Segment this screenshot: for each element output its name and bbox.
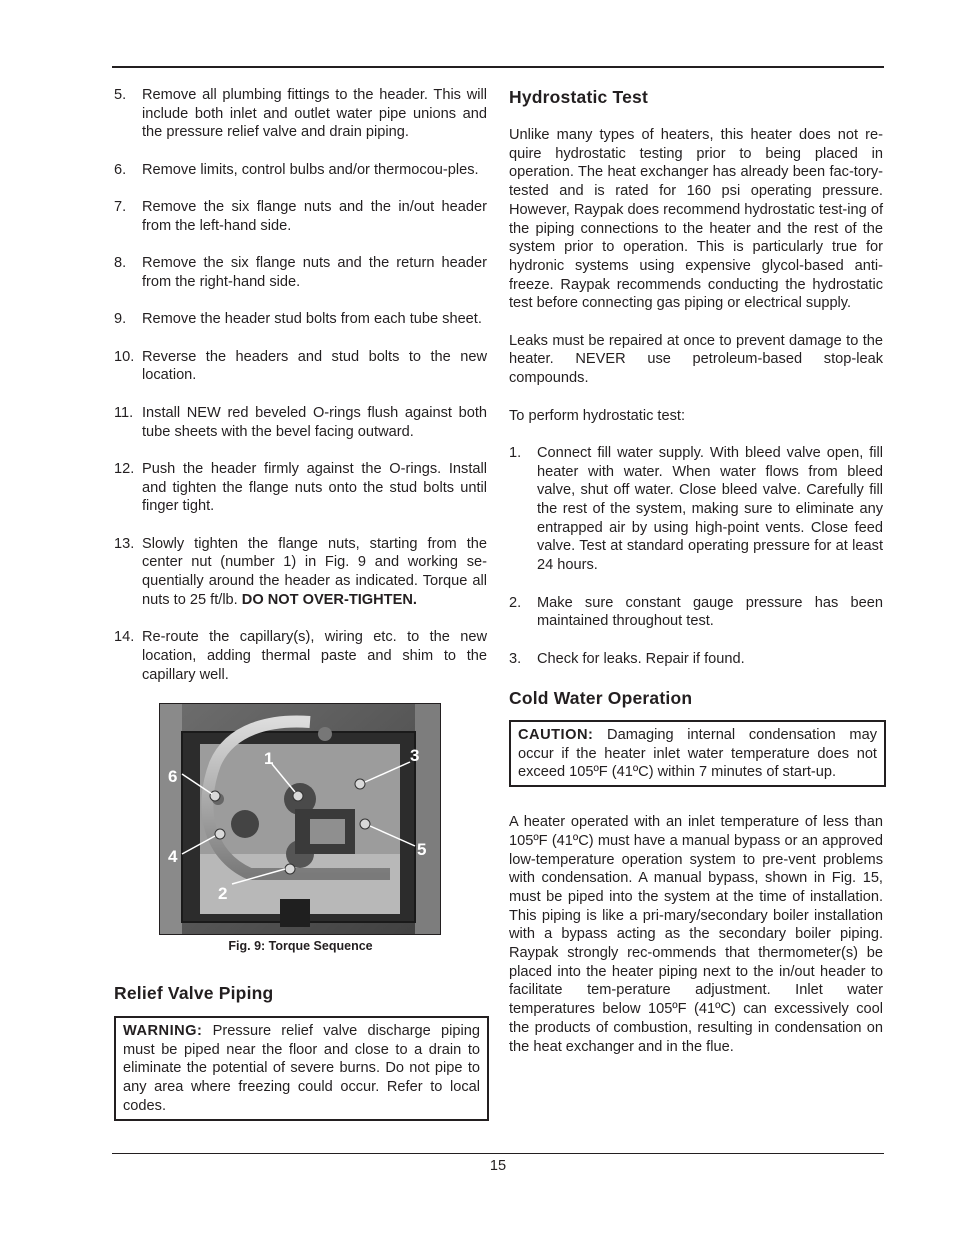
list-item [114, 628, 487, 684]
list-item-number: 13. [114, 535, 135, 552]
torque-sequence-figure [159, 703, 441, 935]
list-item-number: 9. [114, 311, 127, 328]
leaks-paragraph: Leaks must be repaired at once to prevent damage to the heater. NEVER use petroleum-based stop-leak compounds. [509, 332, 883, 387]
perform-test-paragraph: To perform hydrostatic test: [509, 407, 686, 424]
list-item-text [537, 650, 883, 669]
list-item-body: Check for leaks. Repair if found. [537, 650, 745, 667]
bottom-rule [112, 1153, 884, 1154]
list-item [114, 254, 487, 291]
list-item-body: Remove all plumbing fittings to the header. This will include both inlet and outlet water pipe unions and the pressure relief valve and drain piping. [142, 87, 487, 141]
list-item-text [142, 535, 487, 610]
list-item-body: Reverse the headers and stud bolts to the new location. [142, 348, 487, 384]
warning-label: WARNING: [123, 1023, 203, 1040]
list-item-number: 10. [114, 348, 135, 365]
warning-text: Pressure relief valve discharge piping must be piped near the floor and close to a drain to eliminate the potential of severe burns. Do not pipe to any area where freezing could occur. Refer to local codes. [123, 1023, 480, 1114]
figure-caption: Fig. 9: Torque Sequence [228, 939, 373, 954]
list-item-body: Slowly tighten the flange nuts, starting from the center nut (number 1) in Fig. 9 and working se-quentially around the header as indicated. Torque all nuts to 25 ft/lb. [142, 535, 487, 608]
list-item-body: Remove limits, control bulbs and/or thermocou-ples. [142, 161, 479, 178]
list-item-text [537, 444, 883, 575]
list-item-body: Make sure constant gauge pressure has been maintained throughout test. [537, 594, 883, 630]
list-item [509, 594, 883, 631]
list-item-number: 7. [114, 199, 127, 216]
list-item-text [142, 310, 487, 329]
list-item-number: 6. [114, 161, 127, 178]
caution-text: Damaging internal condensation may occur if the heater inlet water temperature does not exceed 105ºF (41ºC) within 7 minutes of start-up. [518, 727, 877, 781]
warning-box [114, 1016, 489, 1121]
list-item-number: 11. [114, 404, 134, 421]
list-item-number: 5. [114, 87, 127, 103]
list-item [114, 535, 487, 610]
list-item [114, 310, 487, 329]
removal-steps-list [114, 86, 487, 684]
list-item-body: Install NEW red beveled O-rings flush against both tube sheets with the bevel facing outward. [142, 404, 487, 440]
top-rule [112, 66, 884, 68]
cold-water-heading: Cold Water Operation [509, 688, 693, 708]
list-item-text [142, 404, 487, 441]
torque-sequence-photo [160, 704, 441, 935]
list-item-text [142, 628, 487, 684]
list-item-number: 3. [509, 650, 522, 667]
page-number: 15 [489, 1158, 507, 1174]
figure-label-4: 4 [168, 847, 178, 867]
list-item [114, 198, 487, 235]
list-item [114, 161, 487, 180]
figure-label-5: 5 [417, 840, 427, 860]
figure-label-3: 3 [410, 746, 420, 766]
list-item-number: 12. [114, 460, 135, 477]
list-item-body: Re-route the capillary(s), wiring etc. to the new location, adding thermal paste and shim to the capillary well. [142, 629, 487, 683]
list-item-number: 14. [114, 629, 135, 646]
list-item-text [142, 348, 487, 385]
list-item-text [142, 254, 487, 291]
list-item-text [142, 161, 487, 180]
list-item-number: 2. [509, 594, 522, 611]
hydrostatic-intro-paragraph: Unlike many types of heaters, this heater does not re-quire hydrostatic testing prior to being placed in operation. The heat exchanger has already been fac-tory-tested and is rated for 160 psi operating pressure. However, Raypak does recommend hydrostatic test-ing of the piping connections to the heater and the rest of the system prior to operation. This is particularly true for hydronic systems using expensive glycol-based anti-freeze. Raypak recommends conducting the hydrostatic test before connecting gas piping or electrical supply. [509, 127, 883, 312]
hydrostatic-steps-list [509, 444, 883, 668]
figure-label-2: 2 [218, 884, 228, 904]
list-item-text [142, 460, 487, 516]
right-column [509, 86, 883, 1075]
caution-label: CAUTION: [518, 727, 594, 743]
list-item [509, 444, 883, 575]
list-item-text [142, 198, 487, 235]
list-item [114, 86, 487, 142]
list-item [114, 460, 487, 516]
list-item-body: Push the header firmly against the O-rings. Install and tighten the flange nuts onto the stud bolts until finger tight. [142, 460, 487, 515]
list-item [114, 348, 487, 385]
list-item-body: Connect fill water supply. With bleed valve open, fill heater with water. When water flows from bleed valve, shut off water. Close bleed valve. Carefully fill the rest of the system, making sure to eliminate any entrapped air by using high-point vents. Close feed valve. Test at standard operating pressure for at least 24 hours. [537, 444, 883, 574]
list-item-body: Remove the six flange nuts and the return header from the right-hand side. [142, 255, 487, 290]
caution-box [509, 720, 886, 787]
figure-label-6: 6 [168, 767, 178, 787]
list-item-text [537, 594, 883, 631]
list-item-body: Remove the six flange nuts and the in/out header from the left-hand side. [142, 199, 487, 234]
list-item-number: 1. [509, 444, 522, 461]
list-item-number: 8. [114, 255, 127, 272]
cold-water-paragraph: A heater operated with an inlet temperature of less than 105ºF (41ºC) must have a manual bypass or an approved low-temperature operation system to pre-vent problems with condensation. A manual bypass, shown in Fig. 15, must be piped into the system at the time of installation. This piping is like a pri-mary/secondary boiler installation with a bypass acting as the secondary boiler piping. Raypak strongly rec-ommends that thermometer(s) be placed into the heater piping next to the in/out header to facilitate tem-perature adjustment. Inlet water temperatures below 105ºF (41ºC) can excessively cool the products of combustion, resulting in condensation on the heat exchanger and in the flue. [509, 814, 883, 1055]
list-item-text [142, 86, 487, 142]
figure-label-1: 1 [264, 749, 274, 769]
list-item [509, 650, 883, 669]
list-item [114, 404, 487, 441]
list-item-body: Remove the header stud bolts from each tube sheet. [142, 311, 482, 328]
relief-valve-heading: Relief Valve Piping [114, 983, 274, 1004]
hydrostatic-test-heading: Hydrostatic Test [509, 87, 649, 107]
left-column [114, 86, 487, 1121]
list-item-emphasis: DO NOT OVER-TIGHTEN. [241, 591, 417, 608]
